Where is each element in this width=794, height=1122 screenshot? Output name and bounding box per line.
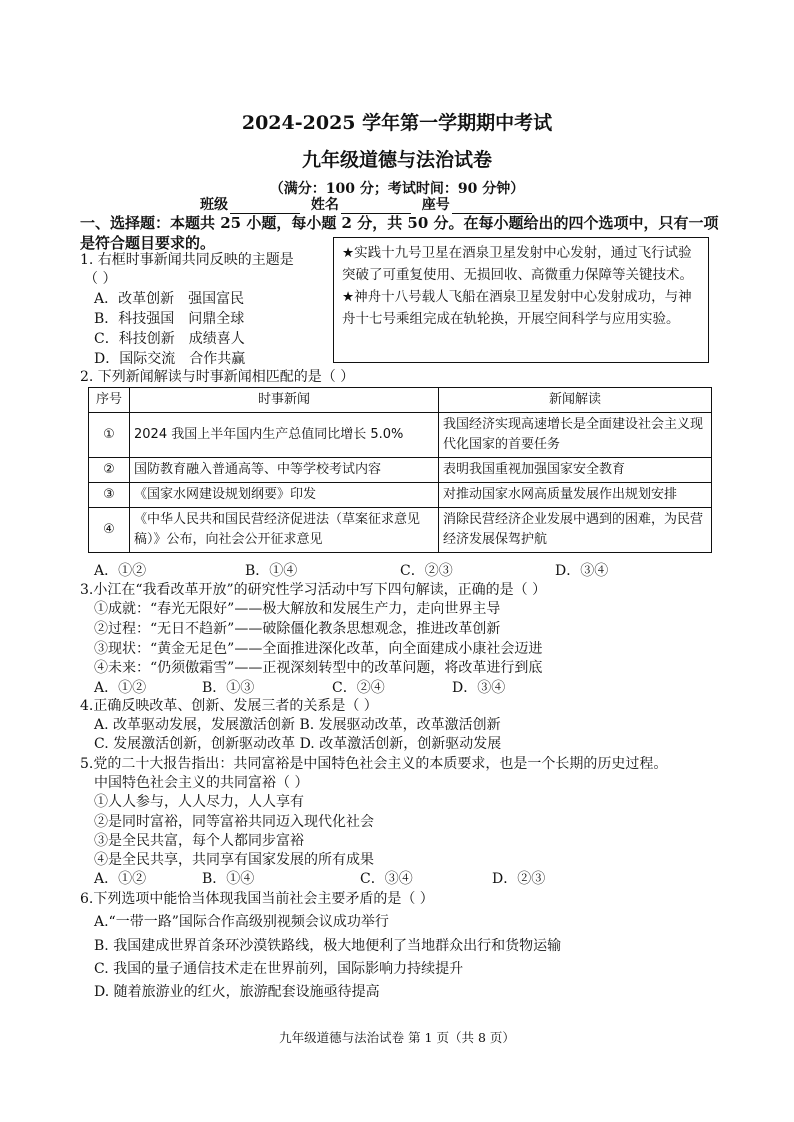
q5-item-3: ③是全民共富，每个人都同步富裕: [94, 833, 304, 849]
q3-option-b: B．①③: [202, 680, 255, 696]
table-header-row: [89, 388, 712, 413]
q2-option-a: A．①②: [94, 563, 147, 579]
q2-option-d: D．③④: [555, 563, 609, 579]
q4-stem: 4.正确反映改革、创新、发展三者的关系是（ ）: [80, 698, 378, 714]
table-cell-reading: 我国经济实现高速增长是全面建设社会主义现代化国家的首要任务: [439, 413, 712, 458]
exam-title: 2024-2025 学年第一学期期中考试: [241, 112, 553, 134]
table-header-reading: 新闻解读: [439, 388, 712, 413]
q3-stem: 3.小江在“我看改革开放”的研究性学习活动中写下四句解读，正确的是（ ）: [80, 582, 547, 598]
q5-item-4: ④是全民共享，共同享有国家发展的所有成果: [94, 852, 374, 868]
table-row: [89, 413, 712, 458]
q2-stem: 2. 下列新闻解读与时事新闻相匹配的是（ ）: [80, 369, 355, 385]
q5-item-1: ①人人参与，人人尽力，人人享有: [94, 794, 304, 810]
q6-option-b: B. 我国建成世界首条环沙漠铁路线，极大地便利了当地群众出行和货物运输: [94, 938, 562, 954]
q3-option-a: A．①②: [94, 680, 147, 696]
q2-option-c: C．②③: [400, 563, 453, 579]
table-row: [89, 483, 712, 508]
news-box-item-1: ★实践十九号卫星在酒泉卫星发射中心发射，通过飞行试验突破了可重复使用、无损回收、高微重力保障等关键技术。: [342, 245, 693, 283]
q4-options-line2: C. 发展激活创新，创新驱动改革 D. 改革激活创新，创新驱动发展: [94, 736, 502, 752]
student-info-row: [200, 194, 538, 214]
q5-option-d: D．②③: [492, 871, 546, 887]
q5-item-2: ②是同时富裕，同等富裕共同迈入现代化社会: [94, 814, 374, 830]
q3-option-c: C．②④: [332, 680, 385, 696]
q5-option-a: A．①②: [94, 871, 147, 887]
table-row: [89, 508, 712, 553]
q6-option-a: A.“一带一路”国际合作高级别视频会议成功举行: [94, 914, 389, 930]
table-cell-news: 《中华人民共和国民营经济促进法（草案征求意见稿）》公布，向社会公开征求意见: [130, 508, 439, 553]
table-cell-reading: 表明我国重视加强国家安全教育: [439, 458, 712, 483]
q2-option-b: B．①④: [245, 563, 298, 579]
q4-options-line1: A. 改革驱动发展，发展激活创新 B. 发展驱动改革，改革激活创新: [94, 717, 501, 733]
exam-subtitle: 九年级道德与法治试卷: [301, 149, 492, 171]
class-label: 班级: [200, 197, 228, 213]
table-cell-news: 《国家水网建设规划纲要》印发: [130, 483, 439, 508]
q5-option-c: C．③④: [360, 871, 413, 887]
q1-option-a: A．改革创新 强国富民: [94, 291, 245, 307]
q5-stem-line1: 5.党的二十大报告指出：共同富裕是中国特色社会主义的本质要求，也是一个长期的历史过程。: [80, 756, 668, 772]
q3-item-1: ①成就：“春光无限好”——极大解放和发展生产力，走向世界主导: [94, 601, 501, 617]
section-heading-line1: 一、选择题：本题共 25 小题，每小题 2 分，共 50 分。在每小题给出的四个选项中，只有一项: [80, 214, 719, 232]
table-cell-news: 2024 我国上半年国内生产总值同比增长 5.0%: [130, 413, 439, 458]
table-header-num: 序号: [89, 388, 130, 413]
news-table: [88, 387, 712, 553]
table-row: [89, 458, 712, 483]
news-box: [333, 237, 709, 363]
table-cell-num: ③: [89, 483, 130, 508]
q1-stem-line1: 1. 右框时事新闻共同反映的主题是: [80, 252, 294, 268]
q1-option-c: C．科技创新 成绩喜人: [94, 331, 245, 347]
q5-option-b: B．①④: [202, 871, 255, 887]
name-label: 姓名: [310, 197, 339, 213]
q1-option-d: D．国际交流 合作共赢: [94, 351, 246, 367]
q6-stem: 6.下列选项中能恰当体现我国当前社会主要矛盾的是（ ）: [80, 891, 434, 907]
table-cell-num: ④: [89, 508, 130, 553]
q1-option-b: B．科技强国 问鼎全球: [94, 311, 245, 327]
section-heading-line2: 是符合题目要求的。: [80, 234, 216, 252]
table-cell-num: ②: [89, 458, 130, 483]
table-cell-num: ①: [89, 413, 130, 458]
table-cell-news: 国防教育融入普通高等、中等学校考试内容: [130, 458, 439, 483]
news-box-item-2: ★神舟十八号载人飞船在酒泉卫星发射中心发射成功，与神舟十七号乘组完成在轨轮换，开展空间科学与应用实验。: [342, 289, 692, 327]
table-header-news: 时事新闻: [130, 388, 439, 413]
q3-item-4: ④未来：“仍须傲霜雪”——正视深刻转型中的改革问题，将改革进行到底: [94, 660, 543, 676]
q5-stem-line2: 中国特色社会主义的共同富裕（ ）: [94, 775, 309, 791]
seat-label: 座号: [421, 197, 450, 213]
table-cell-reading: 对推动国家水网高质量发展作出规划安排: [439, 483, 712, 508]
q6-option-d: D. 随着旅游业的红火，旅游配套设施亟待提高: [94, 984, 380, 1000]
exam-meta: （满分：100 分；考试时间：90 分钟）: [269, 181, 525, 197]
table-cell-reading: 消除民营经济企业发展中遇到的困难，为民营经济发展保驾护航: [439, 508, 712, 553]
q1-stem-line2: （ ）: [84, 271, 117, 287]
q3-item-3: ③现状：“黄金无足色”——全面推进深化改革，向全面建成小康社会迈进: [94, 641, 543, 657]
q6-option-c: C. 我国的量子通信技术走在世界前列，国际影响力持续提升: [94, 961, 464, 977]
page-footer: 九年级道德与法治试卷 第 1 页（共 8 页）: [279, 1030, 515, 1045]
q3-option-d: D．③④: [452, 680, 506, 696]
q3-item-2: ②过程：“无日不趋新”——破除僵化教条思想观念，推进改革创新: [94, 621, 501, 637]
